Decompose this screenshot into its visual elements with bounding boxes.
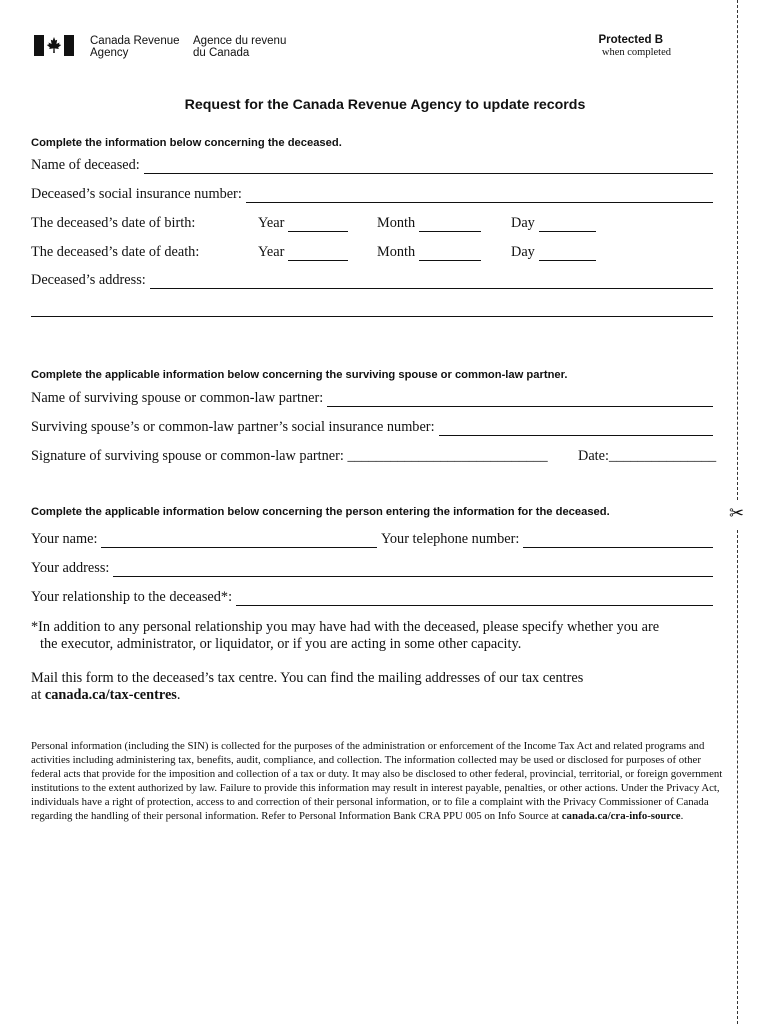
telephone-field[interactable] <box>381 531 713 548</box>
canada-flag-icon <box>34 35 74 56</box>
cut-line-bottom <box>737 530 738 1024</box>
dob-month-field[interactable]: Month <box>377 215 481 232</box>
deceased-address-label: Deceased’s address: <box>31 272 146 288</box>
privacy-notice: Personal information (including the SIN) is collected for the purposes of the administration or enforcement of the Income Tax Act and related programs and activities including administering tax, benefits, audit, compliance, and collection. The information collected may be used or disclosed for purposes of other federal acts that provide for the imposition and collection of a tax or duty. It may also be disclosed to other federal, provincial, territorial, or foreign government institutions to the extent authorized by law. Failure to provide this information may result in interest payable, penalties, or other actions. Under the Privacy Act, individuals have a right of protection, access to and correction of their personal information, or to file a complaint with the Privacy Commissioner of Canada regarding the handling of their personal information. Refer to Personal Information Bank CRA PPU 005 on Info Source at canada.ca/cra-info-source. <box>31 740 723 822</box>
deceased-name-label: Name of deceased: <box>31 157 140 173</box>
deceased-dob-label: The deceased’s date of birth: <box>31 215 196 231</box>
deceased-address-field[interactable] <box>31 272 713 289</box>
deceased-sin-label: Deceased’s social insurance number: <box>31 186 242 202</box>
relationship-label: Your relationship to the deceased*: <box>31 589 233 605</box>
agency-name-en: Canada Revenue Agency <box>90 35 180 59</box>
spouse-date-field[interactable]: Date:_______________ <box>578 448 717 464</box>
mail-instructions: Mail this form to the deceased’s tax centre. You can find the mailing addresses of our tax centres at canada.ca/tax-centres. <box>31 670 584 703</box>
your-address-field[interactable] <box>31 560 713 577</box>
dod-month-field[interactable]: Month <box>377 244 481 261</box>
deceased-name-field[interactable] <box>31 157 713 174</box>
deceased-section-heading: Complete the information below concerning the deceased. <box>31 137 342 149</box>
deceased-sin-field[interactable] <box>31 186 713 203</box>
spouse-name-field[interactable] <box>31 390 713 407</box>
spouse-signature-field[interactable]: Signature of surviving spouse or common-law partner: ____________________________ <box>31 448 548 464</box>
info-source-link[interactable]: canada.ca/cra-info-source <box>561 810 681 822</box>
cut-line-top <box>737 0 738 500</box>
page-title: Request for the Canada Revenue Agency to update records <box>184 97 586 113</box>
agency-name-fr: Agence du revenu du Canada <box>193 35 287 59</box>
spouse-sin-label: Surviving spouse’s or common-law partner’s social insurance number: <box>31 419 435 435</box>
spouse-name-label: Name of surviving spouse or common-law partner: <box>31 390 324 406</box>
relationship-footnote: *In addition to any personal relationship you may have had with the deceased, please specify whether you are the executor, administrator, or liquidator, or if you are acting in some other capacity. <box>31 619 660 652</box>
deceased-dod-label: The deceased’s date of death: <box>31 244 200 260</box>
your-name-label: Your name: <box>31 531 98 547</box>
your-name-field[interactable] <box>31 531 377 548</box>
tax-centres-link[interactable]: canada.ca/tax-centres <box>44 686 177 703</box>
dod-year-field[interactable]: Year <box>258 244 348 261</box>
dod-day-field[interactable]: Day <box>511 244 596 261</box>
protected-b-label: Protected B <box>598 34 663 46</box>
relationship-field[interactable] <box>31 589 713 606</box>
dob-day-field[interactable]: Day <box>511 215 596 232</box>
when-completed-label: when completed <box>601 47 671 58</box>
spouse-sin-field[interactable] <box>31 419 713 436</box>
your-address-label: Your address: <box>31 560 110 576</box>
spouse-section-heading: Complete the applicable information below concerning the surviving spouse or common-law partner. <box>31 369 568 381</box>
person-section-heading: Complete the applicable information below concerning the person entering the information for the deceased. <box>31 506 610 518</box>
deceased-address-line2[interactable] <box>31 316 713 317</box>
dob-year-field[interactable]: Year <box>258 215 348 232</box>
telephone-label: Your telephone number: <box>381 531 520 547</box>
scissors-icon: ✂ <box>729 503 745 523</box>
